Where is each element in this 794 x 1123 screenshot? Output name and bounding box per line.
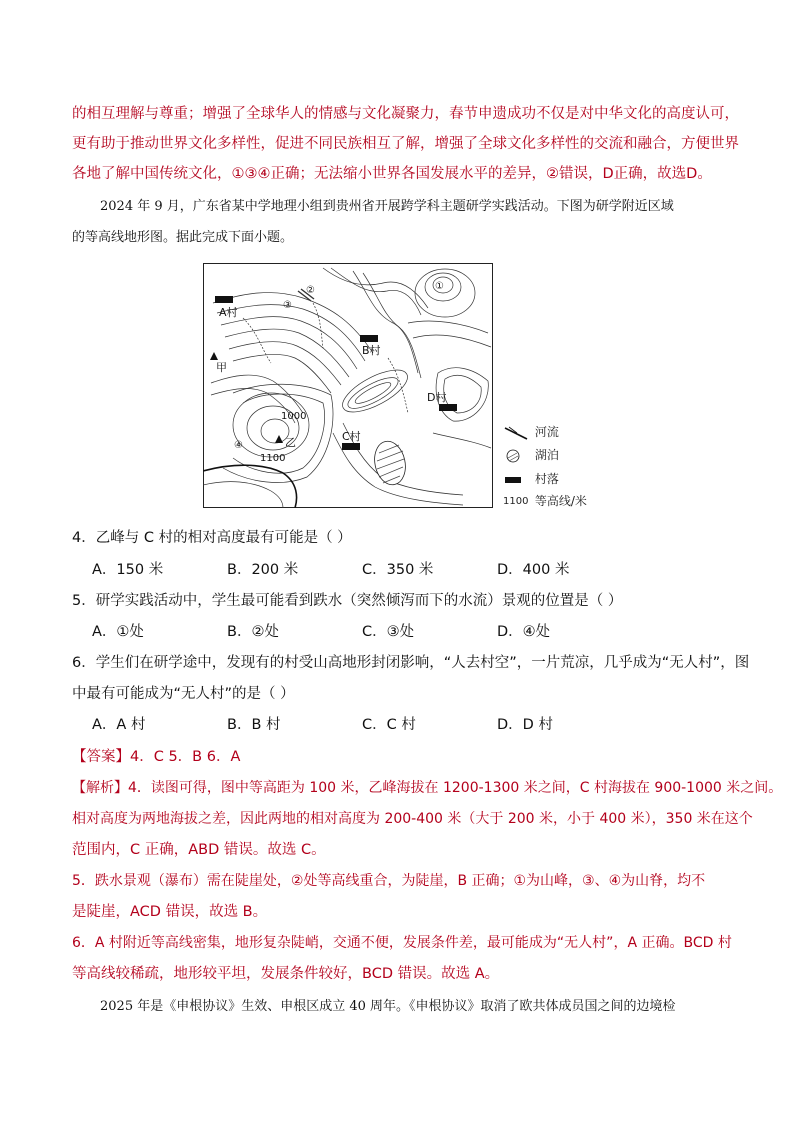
q6-option-d[interactable]: D．D 村 <box>497 717 553 733</box>
q5-option-a[interactable]: A．①处 <box>92 624 144 640</box>
legend-lake-label: 湖泊 <box>534 448 559 462</box>
analysis-line-2: 相对高度为两地海拔之差，因此两地的相对高度为 200-400 米（大于 200 米，小于 400 米），350 米在这个 <box>72 811 753 827</box>
legend-lake <box>503 447 559 463</box>
q4-options <box>92 560 632 580</box>
label-mark-1: ① <box>435 281 444 292</box>
legend-contour <box>503 493 587 510</box>
legend-contour-label: 等高线/米 <box>534 494 587 508</box>
q6-stem-1: 6．学生们在研学途中，发现有的村受山高地形封闭影响，“人去村空”，一片荒凉，几乎成为“无人村”，图 <box>72 655 750 671</box>
legend-contour-value: 1100 <box>503 495 529 507</box>
analysis-line-1: 【解析】4．读图可得，图中等高距为 100 米，乙峰海拔在 1200-1300 米之间，C 村海拔在 900-1000 米之间。 <box>72 780 783 796</box>
analysis-line-7: 等高线较稀疏，地形较平坦，发展条件较好，BCD 错误。故选 A。 <box>72 966 500 982</box>
label-village-d: D村 <box>427 391 447 404</box>
answer-line: 【答案】4．C 5．B 6．A <box>72 749 241 765</box>
q4-option-a[interactable]: A．150 米 <box>92 562 164 578</box>
village-c-marker <box>342 443 360 450</box>
label-peak-yi: 乙 <box>285 436 296 449</box>
q5-stem: 5．研学实践活动中，学生最可能看到跌水（突然倾泻而下的水流）景观的位置是（ ） <box>72 593 623 609</box>
analysis-line-6: 6．A 村附近等高线密集，地形复杂陡峭，交通不便，发展条件差，最可能成为“无人村”，A 正确。BCD 村 <box>72 935 732 951</box>
q5-option-b[interactable]: B．②处 <box>227 624 279 640</box>
legend-village <box>503 471 559 487</box>
q6-option-c[interactable]: C．C 村 <box>362 717 416 733</box>
q4-stem: 4．乙峰与 C 村的相对高度最有可能是（ ） <box>72 530 352 546</box>
label-mark-4: ④ <box>234 440 243 451</box>
village-icon <box>503 473 531 487</box>
label-contour-1000: 1000 <box>281 411 307 422</box>
intro-line-1: 的相互理解与尊重；增强了全球华人的情感与文化凝聚力，春节申遗成功不仅是对中华文化的高度认可， <box>72 106 739 122</box>
label-mark-3: ③ <box>283 300 292 311</box>
legend-river-label: 河流 <box>534 425 559 439</box>
q4-option-c[interactable]: C．350 米 <box>362 562 434 578</box>
material-line-1: 2024 年 9 月，广东省某中学地理小组到贵州省开展跨学科主题研学实践活动。下图为研学附近区域 <box>100 199 674 214</box>
q6-option-b[interactable]: B．B 村 <box>227 717 281 733</box>
q5-options <box>92 622 632 642</box>
label-village-a: A村 <box>219 306 238 319</box>
legend-river <box>503 424 559 440</box>
village-a-marker <box>215 296 233 303</box>
village-d-marker <box>439 404 457 411</box>
analysis-line-5: 是陡崖，ACD 错误，故选 B。 <box>72 904 268 920</box>
contour-map <box>203 263 493 508</box>
next-material-line: 2025 年是《申根协议》生效、申根区成立 40 周年。《申根协议》取消了欧共体成员国之间的边境检 <box>100 999 676 1014</box>
intro-line-3: 各地了解中国传统文化，①③④正确；无法缩小世界各国发展水平的差异，②错误，D正确，故选D。 <box>72 166 712 182</box>
label-peak-jia: 甲 <box>216 361 227 374</box>
intro-line-2: 更有助于推动世界文化多样性，促进不同民族相互了解，增强了全球文化多样性的交流和融合，方便世界 <box>72 136 739 152</box>
label-contour-1100: 1100 <box>260 453 286 464</box>
q4-option-b[interactable]: B．200 米 <box>227 562 299 578</box>
label-village-c: C村 <box>342 430 361 443</box>
analysis-line-4: 5．跌水景观（瀑布）需在陡崖处，②处等高线重合，为陡崖，B 正确；①为山峰，③、④为山脊，均不 <box>72 873 706 889</box>
label-mark-2: ② <box>306 285 315 296</box>
q5-option-d[interactable]: D．④处 <box>497 624 551 640</box>
material-line-2: 的等高线地形图。据此完成下面小题。 <box>72 230 294 245</box>
lake-icon <box>503 449 531 463</box>
q5-option-c[interactable]: C．③处 <box>362 624 415 640</box>
q4-option-d[interactable]: D．400 米 <box>497 562 570 578</box>
label-village-b: B村 <box>362 344 381 357</box>
legend-village-label: 村落 <box>534 472 559 486</box>
q6-stem-2: 中最有可能成为“无人村”的是（ ） <box>72 686 295 702</box>
river-icon <box>503 426 531 440</box>
q6-option-a[interactable]: A．A 村 <box>92 717 146 733</box>
analysis-line-3: 范围内，C 正确，ABD 错误。故选 C。 <box>72 842 326 858</box>
village-b-marker <box>360 335 378 342</box>
q6-options <box>92 715 632 735</box>
